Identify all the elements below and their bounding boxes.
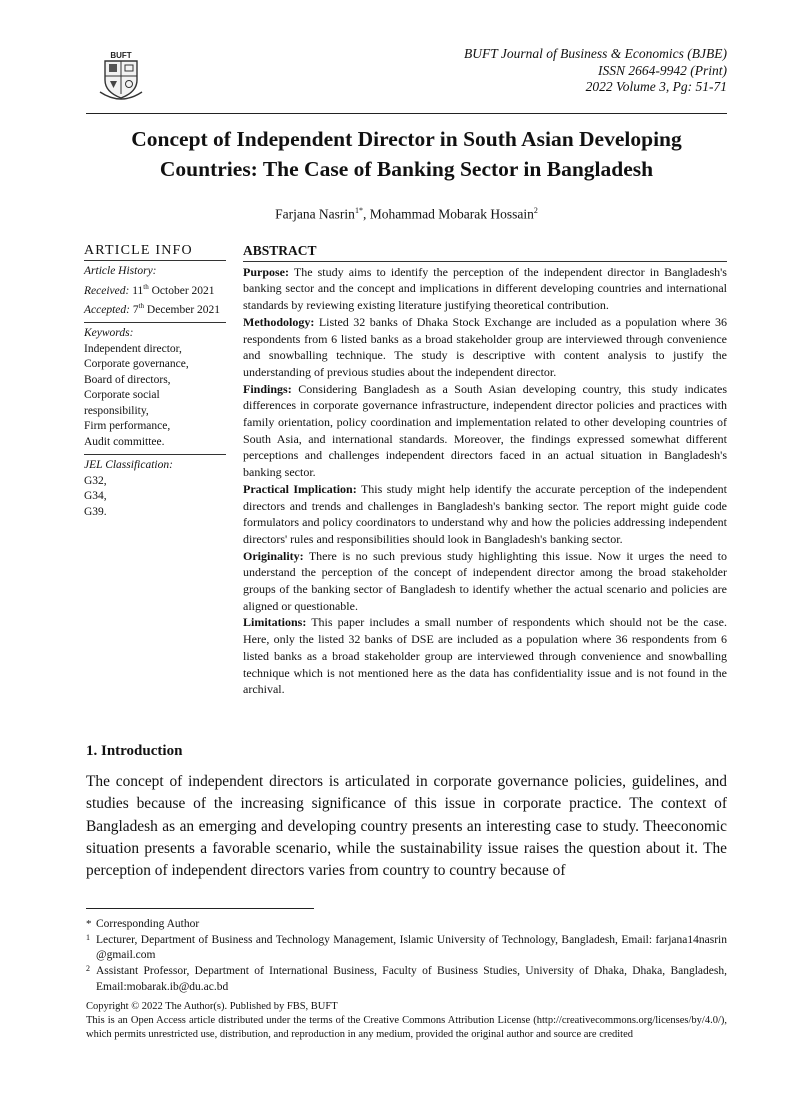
info-divider xyxy=(84,454,226,455)
journal-header xyxy=(464,46,727,96)
header-divider xyxy=(86,113,727,114)
author-1-mark: 1* xyxy=(354,206,363,215)
footnote-1: 1 Lecturer, Department of Business and Technology Management, Islamic University of Technology, Bangladesh, Email: farjana14nasrin @gmail.com xyxy=(86,932,727,962)
article-info xyxy=(84,243,226,520)
author-2-mark: 2 xyxy=(533,206,538,215)
jel-code: G34, xyxy=(84,490,107,503)
footnote-corresponding: * Corresponding Author xyxy=(86,918,200,930)
keywords-label: Keywords: xyxy=(84,327,134,340)
footnote-divider xyxy=(86,908,314,909)
keyword-item: Corporate governance, xyxy=(84,358,189,371)
author-2: Mohammad Mobarak Hossain xyxy=(369,206,534,222)
abstract-purpose: Purpose: The study aims to identify the perception of the independent director in Bangladesh's banking sector and the concept and implications in different developing countries and international standards by reviewing existing literature justifying theoretical contribution. xyxy=(243,264,727,313)
paper-title xyxy=(86,125,727,184)
abstract-findings: Findings: Considering Bangladesh as a South Asian developing country, this study indicates differences in corporate governance infrastructure, independent director policies and practices with family orientation, policy coordination and implementation related to other developing countries of South Asia, and international standards. Moreover, the findings expressed somewhat different perceptions and challenges independent directors faced in an actual situation in Bangladesh's banking sector. xyxy=(243,381,727,480)
footnote-2: 2 Assistant Professor, Department of International Business, Faculty of Business Studies, University of Dhaka, Dhaka, Bangladesh, Email:mobarak.ib@du.ac.bd xyxy=(86,964,727,993)
abstract-practical-implication: Practical Implication: This study might help identify the accurate perception of the independent directors and trends and challenges in Bangladesh's banking sector. The report might guide code formulators and policy coordinators to understand why and how the policies addressing independent directors' rules and responsibilities should look in Bangladesh's banking sector. xyxy=(243,481,727,546)
accepted-date: Accepted: 7th December 2021 xyxy=(84,301,221,316)
abstract-originality: Originality: There is no such previous study highlighting this issue. Now it urges the need to understand the perception of the concept of independent director among the broad stakeholder groups of the banking sector of Bangladesh to identify whether the actual scenario and policies are aligned or questionable. xyxy=(243,548,727,613)
author-1: Farjana Nasrin xyxy=(275,206,355,222)
author-list xyxy=(86,206,727,223)
article-info-heading: ARTICLE INFO xyxy=(84,243,226,261)
abstract xyxy=(243,243,727,698)
author-separator: , xyxy=(362,206,370,222)
abstract-heading: ABSTRACT xyxy=(243,243,727,262)
title-line-1: Concept of Independent Director in South Asian Developing xyxy=(131,127,682,151)
introduction-heading: 1. Introduction xyxy=(86,743,183,759)
logo-text: BUFT xyxy=(110,51,132,60)
introduction-paragraph: The concept of independent directors is articulated in corporate governance policies, guidelines, and studies because of the increasing significance of this issue in corporate practice. The context of Bangladesh as an emerging and developing country presents an interesting case to study. Theeconomic situation presents a favorable scenario, while the sustainability issue raises the question about it. The perception of independent directors varies from country to country because of xyxy=(86,773,727,880)
jel-label: JEL Classification: xyxy=(84,459,173,472)
abstract-methodology: Methodology: Listed 32 banks of Dhaka Stock Exchange are included as a population where 36 respondents from 6 listed banks as a broad stakeholder group are interviewed through convenience and snowballing technique. The study is descriptive with content analysis to justify the understanding of previous studies about the independent director. xyxy=(243,314,727,379)
keyword-item: Board of directors, xyxy=(84,373,171,386)
jel-code: G39. xyxy=(84,505,107,518)
keyword-item: Audit committee. xyxy=(84,435,165,448)
footnotes xyxy=(86,917,727,996)
license-text: This is an Open Access article distributed under the terms of the Creative Commons Attribution License (http://creativecommons.org/licenses/by/4.0/), which permits unrestricted use, distribution, and reproduction in any medium, provided the original author and source are credited xyxy=(86,1015,727,1040)
jel-code: G32, xyxy=(84,474,107,487)
received-date: Received: 11th October 2021 xyxy=(84,282,215,297)
keyword-item: Firm performance, xyxy=(84,420,171,433)
copyright-notice xyxy=(86,1000,727,1042)
article-history-label: Article History: xyxy=(84,265,157,277)
journal-logo xyxy=(96,50,146,102)
journal-name: BUFT Journal of Business & Economics (BJBE) xyxy=(464,46,727,61)
keyword-item: Independent director, xyxy=(84,342,182,355)
journal-volume: 2022 Volume 3, Pg: 51-71 xyxy=(585,79,727,94)
journal-issn: ISSN 2664-9942 (Print) xyxy=(598,62,727,78)
info-divider xyxy=(84,322,226,323)
abstract-limitations: Limitations: This paper includes a small number of respondents which should not be the case. Here, only the listed 32 banks of DSE are included as a population where 36 respondents from 6 listed banks as a broad stakeholder group are interviewed through convenience and snowballing technique which is not mentioned here as the data has confidentiality issue and is not found in the archival. xyxy=(243,615,727,697)
title-line-2: Countries: The Case of Banking Sector in Bangladesh xyxy=(159,156,654,181)
keyword-item: Corporate social responsibility, xyxy=(84,389,160,417)
copyright-line: Copyright © 2022 The Author(s). Published by FBS, BUFT xyxy=(86,1001,338,1012)
buft-crest-icon xyxy=(96,50,146,102)
